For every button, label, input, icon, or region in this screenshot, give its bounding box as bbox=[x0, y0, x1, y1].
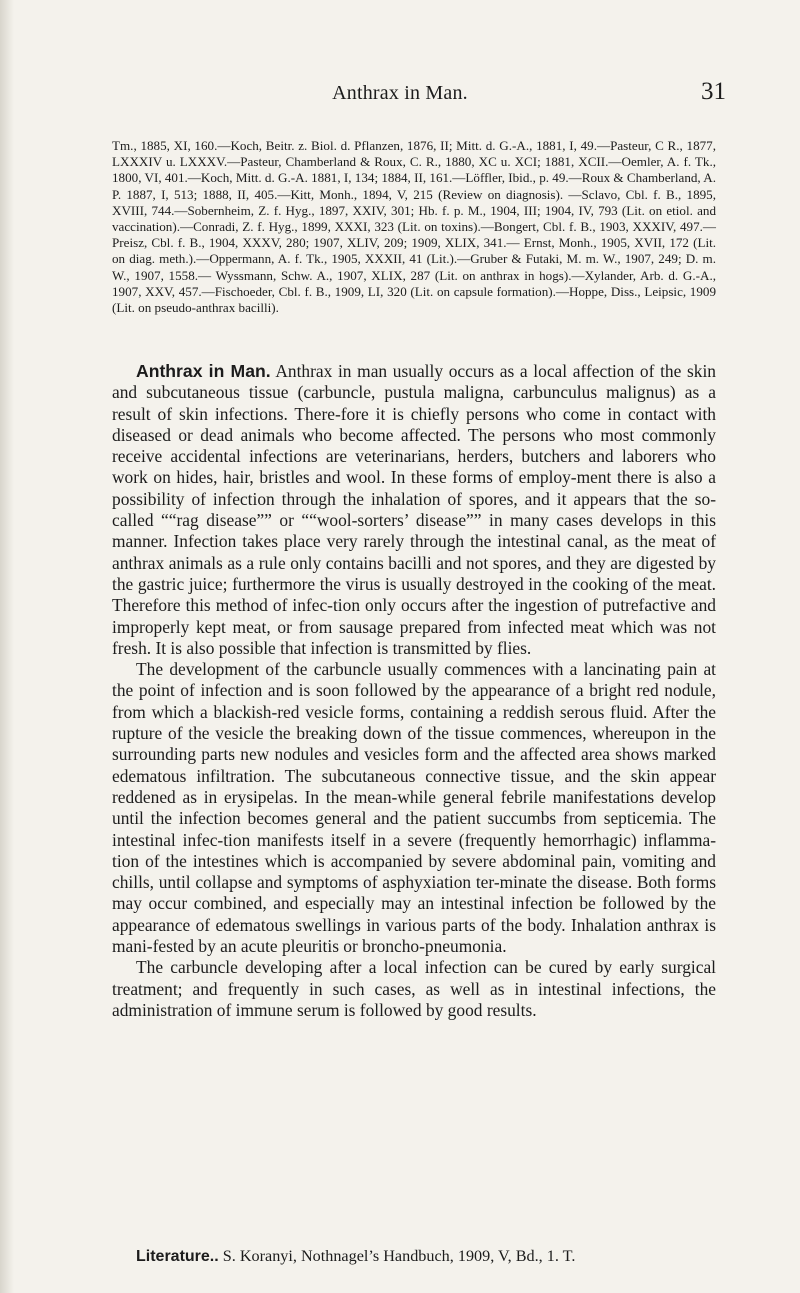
page-gutter-shadow bbox=[0, 0, 14, 1293]
section-heading: Anthrax in Man. bbox=[136, 361, 271, 381]
references-paragraph: Tm., 1885, XI, 160.—Koch, Beitr. z. Biol. d. Pflanzen, 1876, II; Mitt. d. G.-A., 1881, I, 49.—Pasteur, C R., 1877, LXXXIV u. LXXXV.—Pasteur, Chamberland & Roux, C. R., 1880, XC u. XCI; 1881, XCII.—Oemler, A. f. Tk., 1800, VI, 401.—Koch, Mitt. d. G.-A. 1881, I, 134; 1884, II, 161.—Löffler, Ibid., p. 49.—Roux & Chamberland, A. P. 1887, I, 513; 1888, II, 405.—Kitt, Monh., 1894, V, 215 (Review on diagnosis). —Sclavo, Cbl. f. B., 1895, XVIII, 744.—Sobernheim, Z. f. Hyg., 1897, XXIV, 301; Hb. f. p. M., 1904, III; 1904, IV, 793 (Lit. on etiol. and vaccination).—Conradi, Z. f. Hyg., 1899, XXXI, 323 (Lit. on toxins).—Bongert, Cbl. f. B., 1903, XXXIV, 497.—Preisz, Cbl. f. B., 1904, XXXV, 280; 1907, XLIV, 209; 1909, XLIX, 341.— Ernst, Monh., 1905, XVII, 172 (Lit. on diag. meth.).—Oppermann, A. f. Tk., 1905, XXXII, 41 (Lit.).—Gruber & Futaki, M. m. W., 1907, 249; D. m. W., 1907, 1558.— Wyssmann, Schw. A., 1907, XLIX, 287 (Lit. on anthrax in hogs).—Xylander, Arb. d. G.-A., 1907, XXV, 457.—Fischoeder, Cbl. f. B., 1909, LI, 320 (Lit. on capsule formation).—Hoppe, Diss., Leipsic, 1909 (Lit. on pseudo-anthrax bacilli). bbox=[112, 138, 716, 316]
literature-label: Literature.. bbox=[136, 1248, 219, 1265]
literature-line bbox=[136, 1247, 716, 1266]
paragraph-2: The development of the carbuncle usually commences with a lancinating pain at the point of infection and is soon followed by the appearance of a bright red nodule, from which a blackish-red vesicle forms, containing a reddish serous fluid. After the rupture of the vesicle the breaking down of the tissue commences, whereupon in the surrounding parts new nodules and vesicles form and the affected area shows marked edematous infiltration. The subcutaneous connective tissue, and the skin appear reddened as in erysipelas. In the mean-while general febrile manifestations develop until the infection becomes general and the patient succumbs from septicemia. The intestinal infec-tion manifests itself in a severe (frequently hemorrhagic) inflamma-tion of the intestines which is accompanied by severe abdominal pain, vomiting and chills, until collapse and symptoms of asphyxiation ter-minate the disease. Both forms may occur combined, and especially may an intestinal infection be followed by the appearance of edematous swellings in various parts of the body. Inhalation anthrax is mani-fested by an acute pleuritis or broncho-pneumonia. bbox=[112, 659, 716, 957]
paragraph-1-text: Anthrax in man usually occurs as a local affection of the skin and subcutaneous tissue (carbuncle, pustula maligna, carbunculus malignus) as a result of skin infections. There-fore it is chiefly persons who come in contact with diseased or dead animals who become affected. The persons who most commonly receive accidental infections are veterinarians, herders, butchers and laborers who work on hides, hair, bristles and wool. In these forms of employ-ment there is also a possibility of infection through the inhalation of spores, and it appears that the so-called ““rag disease”” or ““wool-sorters’ disease”” in many cases develops in this manner. Infection takes place very rarely through the intestinal canal, as the meat of anthrax animals as a rule only contains bacilli and not spores, and they are digested by the gastric juice; furthermore the virus is usually destroyed in the cooking of the meat. Therefore this method of infec-tion only occurs after the ingestion of putrefactive and improperly kept meat, or from sausage prepared from infected meat which was not fresh. It is also possible that infection is transmitted by flies. bbox=[112, 361, 716, 658]
page-number: 31 bbox=[701, 78, 726, 105]
main-text bbox=[112, 361, 716, 1021]
paragraph-1 bbox=[112, 361, 716, 659]
running-head bbox=[0, 80, 800, 108]
paragraph-3: The carbuncle developing after a local infection can be cured by early surgical treatment; and frequently in such cases, as well as in intestinal infections, the administration of immune serum is followed by good results. bbox=[112, 957, 716, 1020]
literature-text: S. Koranyi, Nothnagel’s Handbuch, 1909, V, Bd., 1. T. bbox=[218, 1247, 576, 1265]
running-title: Anthrax in Man. bbox=[332, 82, 468, 104]
